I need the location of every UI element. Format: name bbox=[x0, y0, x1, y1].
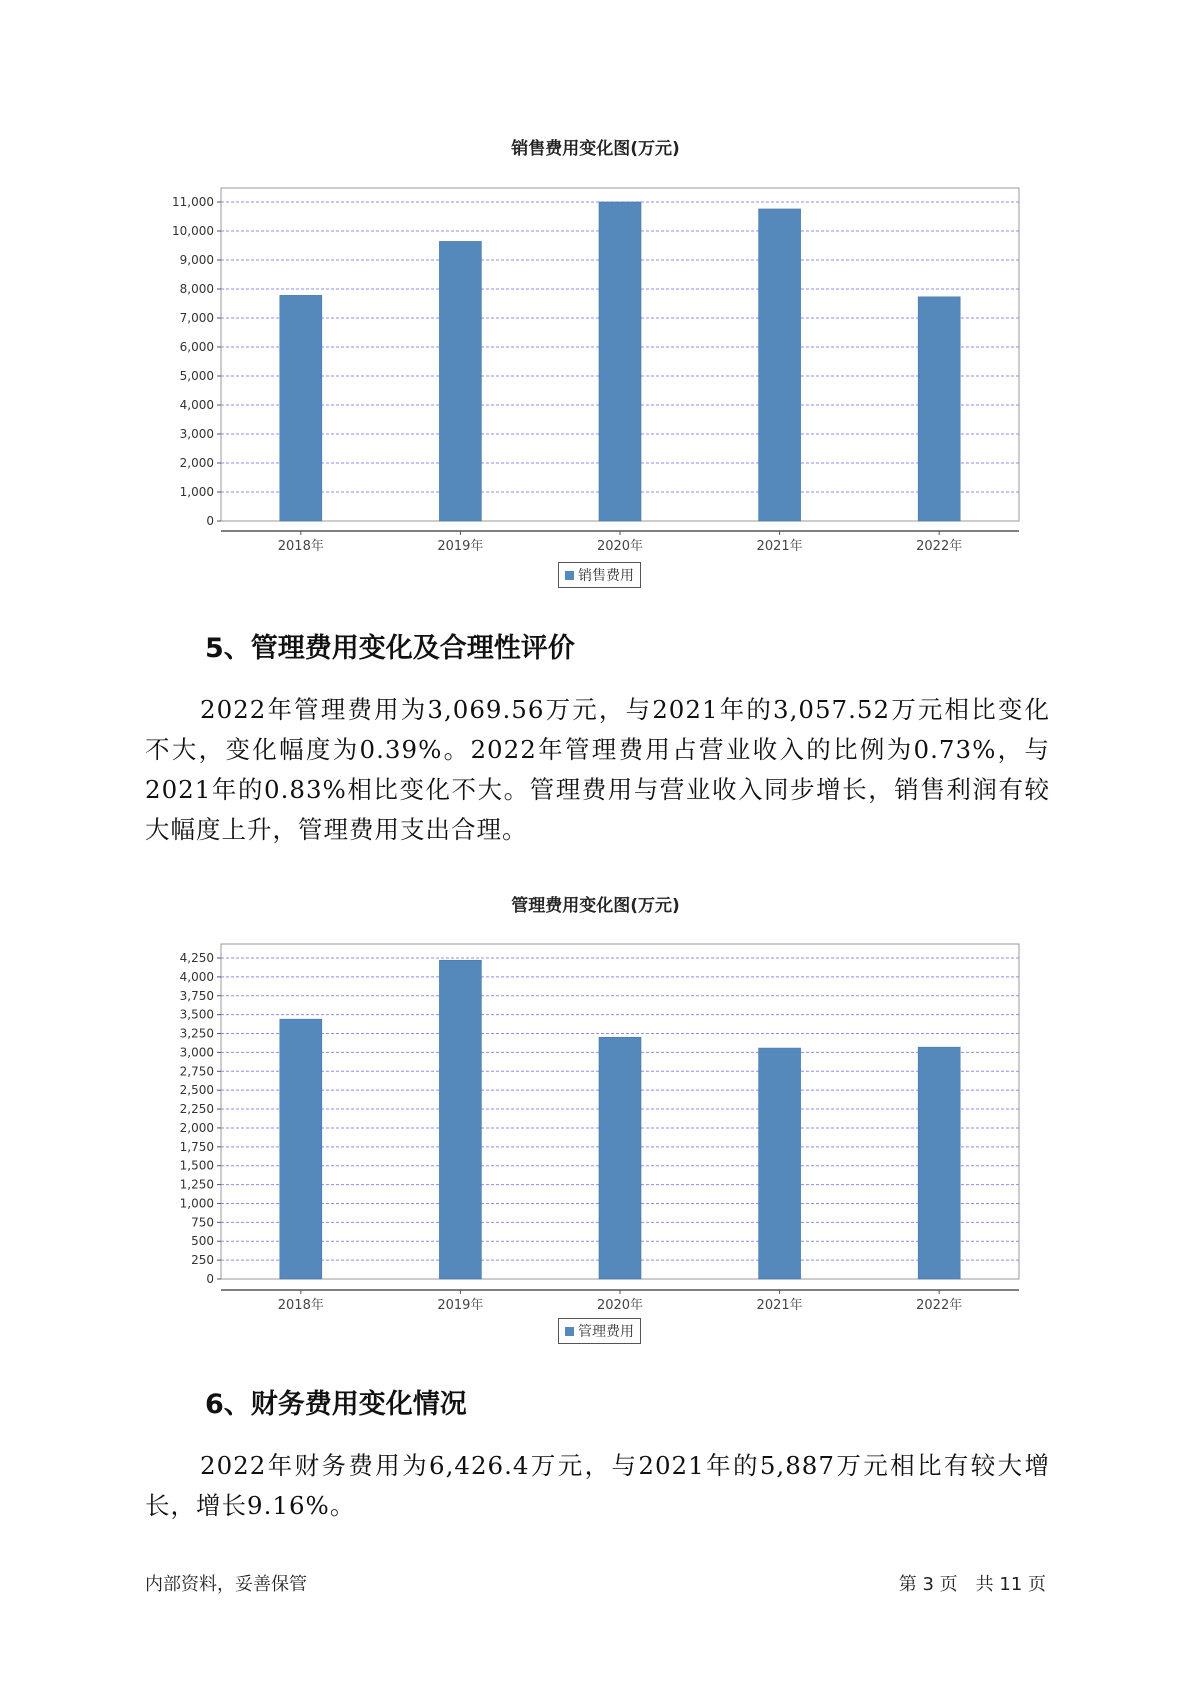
y-tick-label: 9,000 bbox=[179, 253, 214, 267]
y-tick-label: 750 bbox=[191, 1215, 214, 1230]
y-tick-label: 2,000 bbox=[179, 1120, 214, 1135]
y-tick-label: 1,000 bbox=[179, 485, 214, 499]
footer-page-number: 第 3 页 共 11 页 bbox=[898, 1574, 1046, 1595]
y-tick-label: 2,500 bbox=[179, 1083, 214, 1098]
y-tick-label: 3,250 bbox=[179, 1026, 214, 1041]
y-tick-label: 3,500 bbox=[179, 1007, 214, 1022]
legend-label: 销售费用 bbox=[578, 568, 634, 584]
bar bbox=[918, 1047, 960, 1279]
chart-title-admin: 管理费用变化图(万元) bbox=[511, 896, 680, 916]
x-tick-label: 2021年 bbox=[756, 539, 803, 554]
x-tick-label: 2021年 bbox=[756, 1298, 803, 1313]
y-tick-label: 1,000 bbox=[179, 1196, 214, 1211]
y-tick-label: 6,000 bbox=[179, 340, 214, 354]
y-tick-label: 2,000 bbox=[179, 456, 214, 470]
x-tick-label: 2022年 bbox=[916, 539, 963, 554]
x-tick-label: 2020年 bbox=[596, 539, 644, 554]
section-heading-6: 6、财务费用变化情况 bbox=[205, 1389, 467, 1420]
y-tick-label: 11,000 bbox=[172, 195, 214, 209]
bar bbox=[599, 1037, 641, 1279]
y-tick-label: 10,000 bbox=[172, 224, 214, 238]
section-paragraph-5: 2022年管理费用为3,069.56万元，与2021年的3,057.52万元相比变化不大，变化幅度为0.39%。2022年管理费用占营业收入的比例为0.73%，与2021年的0.83%相比变化不大。管理费用与营业收入同步增长，销售利润有较大幅度上升，管理费用支出合理。 bbox=[145, 695, 1050, 844]
y-tick-label: 3,000 bbox=[179, 427, 214, 441]
y-tick-label: 0 bbox=[206, 1272, 214, 1286]
chart-title-sales: 销售费用变化图(万元) bbox=[511, 139, 680, 159]
y-tick-label: 250 bbox=[191, 1253, 214, 1268]
bar bbox=[439, 960, 481, 1279]
x-tick-label: 2018年 bbox=[277, 539, 324, 554]
footer-confidential: 内部资料，妥善保管 bbox=[145, 1574, 307, 1595]
y-tick-label: 4,000 bbox=[179, 969, 214, 984]
y-tick-label: 3,750 bbox=[179, 988, 214, 1003]
y-tick-label: 4,000 bbox=[179, 398, 214, 412]
y-tick-label: 1,500 bbox=[179, 1158, 214, 1173]
x-tick-label: 2020年 bbox=[596, 1298, 644, 1313]
section-paragraph-6: 2022年财务费用为6,426.4万元，与2021年的5,887万元相比有较大增长，增长9.16%。 bbox=[145, 1451, 1050, 1520]
x-tick-label: 2019年 bbox=[437, 539, 484, 554]
x-tick-label: 2019年 bbox=[437, 1298, 484, 1313]
y-tick-label: 2,750 bbox=[179, 1064, 214, 1079]
y-tick-label: 2,250 bbox=[179, 1102, 214, 1117]
y-tick-label: 5,000 bbox=[179, 369, 214, 383]
legend-label: 管理费用 bbox=[578, 1324, 634, 1340]
bar bbox=[759, 1048, 801, 1279]
x-tick-label: 2018年 bbox=[277, 1298, 324, 1313]
y-tick-label: 4,250 bbox=[179, 951, 214, 965]
y-tick-label: 1,250 bbox=[179, 1177, 214, 1192]
y-tick-label: 500 bbox=[191, 1234, 214, 1249]
y-tick-label: 0 bbox=[206, 514, 214, 528]
y-tick-label: 8,000 bbox=[179, 282, 214, 296]
legend-swatch bbox=[565, 1327, 574, 1336]
section-heading-5: 5、管理费用变化及合理性评价 bbox=[205, 633, 575, 664]
y-tick-label: 1,750 bbox=[179, 1139, 214, 1154]
y-tick-label: 7,000 bbox=[179, 311, 214, 325]
chart-legend-admin bbox=[558, 1318, 641, 1344]
x-tick-label: 2022年 bbox=[916, 1298, 963, 1313]
y-tick-label: 3,000 bbox=[179, 1045, 214, 1060]
bar bbox=[280, 1019, 322, 1279]
